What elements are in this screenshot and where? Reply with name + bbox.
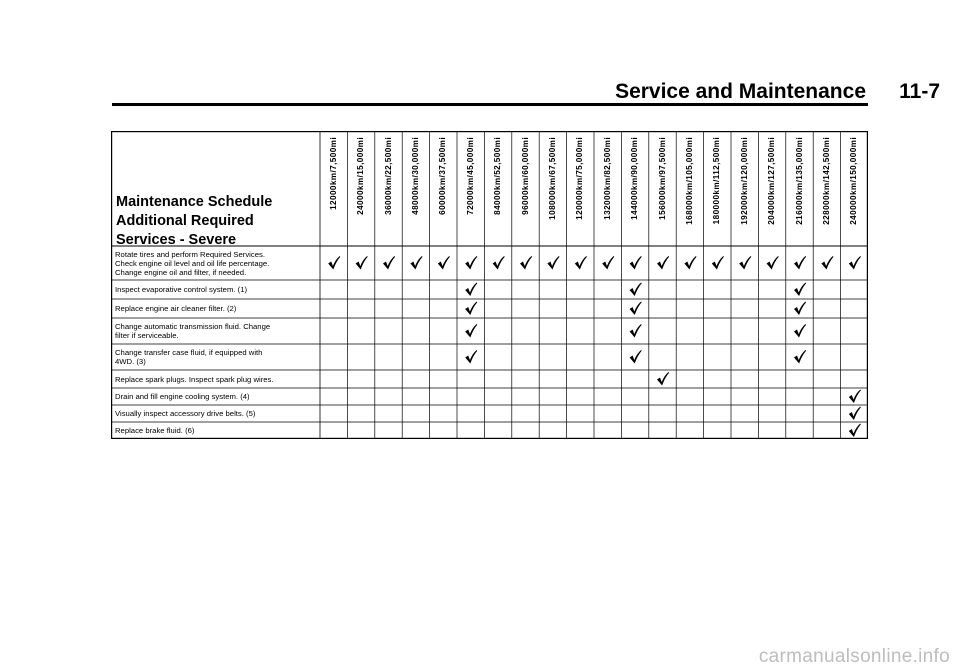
service-item-label [115, 344, 320, 370]
interval-header: 228000km/142,500mi [821, 137, 831, 225]
service-item-label [115, 280, 320, 299]
check-mark-icon [767, 256, 779, 270]
interval-header: 156000km/97,500mi [657, 137, 667, 220]
check-mark-icon [465, 302, 477, 316]
check-mark-icon [465, 350, 477, 364]
interval-header: 60000km/37,500mi [438, 137, 448, 215]
interval-header: 84000km/52,500mi [493, 137, 503, 215]
check-mark-icon [383, 256, 395, 270]
check-mark-icon [630, 324, 642, 338]
service-item-text: Inspect evaporative control system. (1) [115, 285, 248, 294]
interval-header: 48000km/30,000mi [410, 137, 420, 215]
check-mark-icon [438, 256, 450, 270]
page-number: 11-7 [899, 80, 940, 103]
interval-header: 216000km/135,000mi [794, 137, 804, 225]
interval-header: 168000km/105,000mi [684, 137, 694, 225]
interval-header: 36000km/22,500mi [383, 137, 393, 215]
service-item-text: 4WD. (3) [115, 357, 146, 366]
check-mark-icon [794, 324, 806, 338]
check-mark-icon [547, 256, 559, 270]
check-mark-icon [356, 256, 368, 270]
check-mark-icon [849, 256, 861, 270]
interval-header: 12000km/7,500mi [328, 137, 338, 210]
maintenance-schedule-table [111, 131, 868, 441]
check-mark-icon [712, 256, 724, 270]
schedule-title-line: Additional Required [116, 213, 254, 229]
section-title: Service and Maintenance [615, 80, 866, 103]
check-mark-icon [493, 256, 505, 270]
service-item-label [115, 246, 320, 280]
service-item-text: Visually inspect accessory drive belts. (5) [115, 409, 256, 418]
service-item-text: Drain and fill engine cooling system. (4) [115, 392, 250, 401]
service-item-label [115, 299, 320, 318]
check-mark-icon [630, 256, 642, 270]
schedule-title-line: Services - Severe [116, 232, 237, 248]
interval-header: 192000km/120,000mi [739, 137, 749, 225]
check-mark-icon [794, 256, 806, 270]
interval-header: 72000km/45,000mi [465, 137, 475, 215]
service-item-text: Change engine oil and filter, if needed. [115, 267, 247, 277]
service-item-text: filter if serviceable. [115, 331, 179, 340]
service-item-text: Change automatic transmission fluid. Change [115, 322, 271, 331]
check-mark-icon [657, 256, 669, 270]
service-item-label [115, 318, 320, 344]
interval-header: 108000km/67,500mi [547, 137, 557, 220]
interval-header: 180000km/112,500mi [712, 137, 722, 225]
service-item-text: Replace brake fluid. (6) [115, 426, 195, 435]
check-mark-icon [630, 283, 642, 297]
service-item-label [115, 388, 320, 405]
check-mark-icon [575, 256, 587, 270]
check-mark-icon [849, 390, 861, 404]
check-mark-icon [465, 256, 477, 270]
check-mark-icon [794, 302, 806, 316]
service-item-text: Rotate tires and perform Required Services. [115, 249, 265, 259]
check-mark-icon [328, 256, 340, 270]
check-mark-icon [739, 256, 751, 270]
header-rule [112, 103, 868, 106]
interval-header: 24000km/15,000mi [356, 137, 366, 215]
check-mark-icon [657, 372, 669, 386]
check-mark-icon [821, 256, 833, 270]
interval-header: 204000km/127,500mi [767, 137, 777, 225]
schedule-title-line: Maintenance Schedule [116, 194, 273, 210]
check-mark-icon [849, 424, 861, 438]
check-mark-icon [465, 324, 477, 338]
service-item-label [115, 370, 320, 388]
interval-header: 144000km/90,000mi [630, 137, 640, 220]
check-mark-icon [794, 350, 806, 364]
check-mark-icon [849, 407, 861, 421]
interval-header: 120000km/75,000mi [575, 137, 585, 220]
check-mark-icon [794, 283, 806, 297]
schedule-title [116, 193, 316, 250]
service-item-label [115, 405, 320, 422]
check-mark-icon [684, 256, 696, 270]
service-item-text: Replace spark plugs. Inspect spark plug wires. [115, 374, 274, 384]
check-mark-icon [630, 302, 642, 316]
check-mark-icon [630, 350, 642, 364]
check-mark-icon [602, 256, 614, 270]
interval-header: 96000km/60,000mi [520, 137, 530, 215]
service-item-text: Check engine oil level and oil life percentage. [115, 258, 270, 268]
interval-header: 132000km/82,500mi [602, 137, 612, 220]
check-mark-icon [465, 283, 477, 297]
service-item-text: Replace engine air cleaner filter. (2) [115, 304, 237, 313]
service-item-text: Change transfer case fluid, if equipped with [115, 348, 263, 357]
interval-header: 240000km/150,000mi [849, 137, 859, 225]
check-mark-icon [520, 256, 532, 270]
watermark: carmanualsonline.info [758, 646, 950, 667]
service-item-label [115, 422, 320, 439]
check-mark-icon [410, 256, 422, 270]
